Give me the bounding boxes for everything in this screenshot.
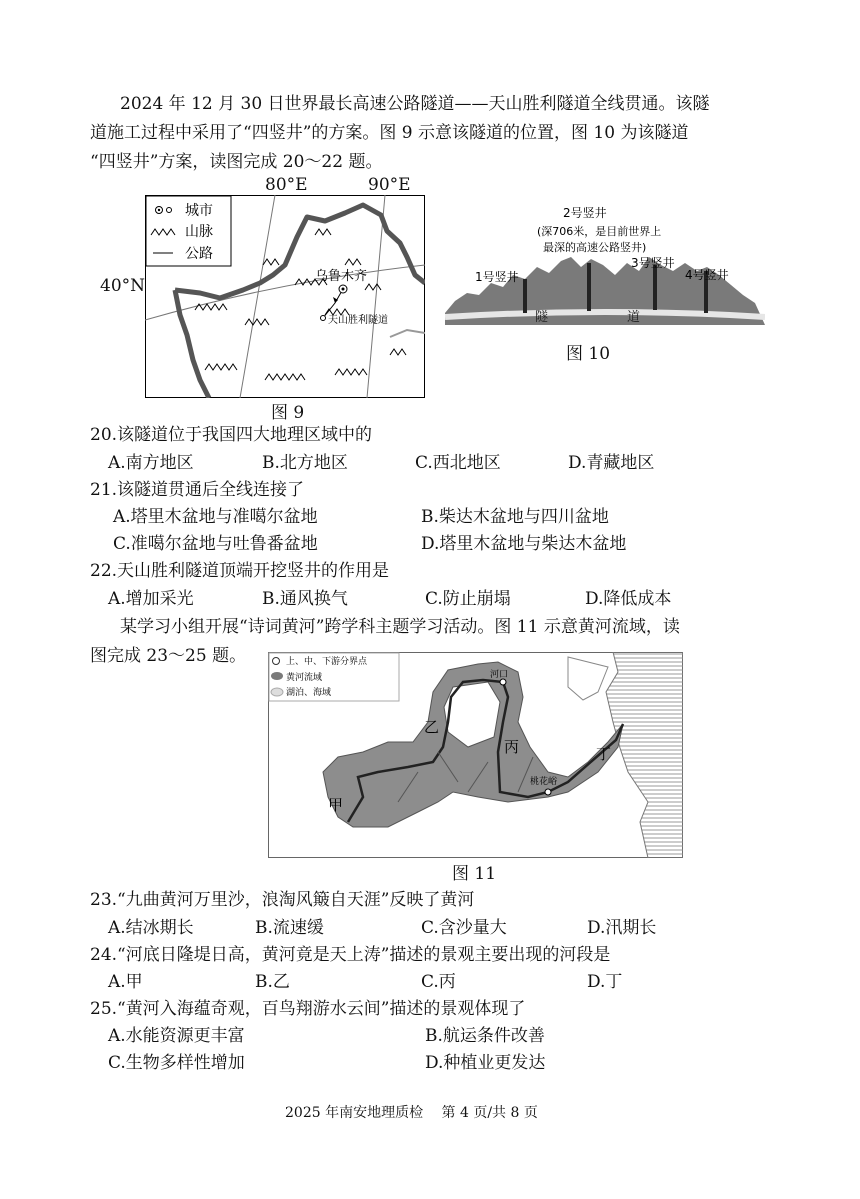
q20-option-c: C.西北地区 [415,453,501,473]
fig10-caption: 图 10 [566,344,611,364]
q22-option-c: C.防止崩塌 [425,589,511,609]
q22-option-b: B.通风换气 [262,589,348,609]
fig11-legend-2: 黄河流域 [286,673,323,683]
q20-option-b: B.北方地区 [262,453,348,473]
fig11-yellow-river-map [268,652,683,858]
legend-road-label: 公路 [185,246,213,262]
q21-option-c: C.准噶尔盆地与吐鲁番盆地 [113,534,318,554]
shaft-2 [587,263,591,311]
taohuayu-point [545,789,551,795]
shaft2-label-line3: 最深的高速公路竖井) [543,241,647,254]
intro1-line3: “四竖井”方案，读图完成 20～22 题。 [90,152,383,172]
tunnel-label-1: 隧 [535,310,549,325]
shaft4-label: 4号竖井 [685,268,729,282]
section-yi-label: 乙 [424,718,440,736]
intro2-line2: 图完成 23～25 题。 [90,646,247,666]
q25-option-a: A.水能资源更丰富 [108,1026,245,1046]
q22-option-d: D.降低成本 [585,589,672,609]
q25-option-b: B.航运条件改善 [425,1026,545,1046]
q24-option-a: A.甲 [108,972,143,992]
q23-option-b: B.流速缓 [255,918,324,938]
fig9-lon-80: 80°E [265,175,308,195]
tunnel-label: 天山胜利隧道 [328,315,388,326]
fig9-lat-40: 40°N [100,276,146,296]
q24-stem: 24.“河底日隆堤日高，黄河竟是天上涛”描述的景观主要出现的河段是 [90,945,611,965]
section-ding-label: 丁 [596,745,612,763]
q21-option-a: A.塔里木盆地与准噶尔盆地 [113,507,318,527]
urumqi-label: 乌鲁木齐 [315,269,368,284]
shaft3-label: 3号竖井 [631,256,675,270]
q24-option-d: D.丁 [587,972,623,992]
fig11-caption: 图 11 [452,864,497,884]
q20-stem: 20.该隧道位于我国四大地理区域中的 [90,425,373,445]
q23-stem: 23.“九曲黄河万里沙，浪淘风簸自天涯”反映了黄河 [90,890,475,910]
q24-option-c: C.丙 [421,972,456,992]
q25-option-c: C.生物多样性增加 [108,1053,245,1073]
fig10-cross-section [445,205,765,335]
fig9-lon-90: 90°E [368,175,411,195]
intro1-line1: 2024 年 12 月 30 日世界最长高速公路隧道——天山胜利隧道全线贯通。该隧 [120,94,710,114]
shaft-3 [653,265,657,310]
q22-option-a: A.增加采光 [108,589,194,609]
tunnel-marker [321,316,326,321]
section-bing-label: 丙 [504,738,520,756]
q23-option-d: D.汛期长 [587,918,657,938]
q21-stem: 21.该隧道贯通后全线连接了 [90,480,305,500]
q20-option-d: D.青藏地区 [568,453,655,473]
q24-option-b: B.乙 [255,972,290,992]
shaft1-label: 1号竖井 [475,270,519,284]
intro2-line1: 某学习小组开展“诗词黄河”跨学科主题学习活动。图 11 示意黄河流域，读 [120,617,680,637]
intro1-line2: 道施工过程中采用了“四竖井”的方案。图 9 示意该隧道的位置，图 10 为该隧道 [90,123,689,143]
q23-option-a: A.结冰期长 [108,918,194,938]
q22-stem: 22.天山胜利隧道顶端开挖竖井的作用是 [90,561,390,581]
fig11-legend-1: 上、中、下游分界点 [286,657,368,667]
legend-city-label: 城市 [185,203,213,219]
q21-option-d: D.塔里木盆地与柴达木盆地 [421,534,627,554]
shaft2-label-line1: 2号竖井 [563,206,607,220]
hekou-label: 河口 [490,670,509,680]
fig9-caption: 图 9 [271,403,305,423]
legend-mountain-label: 山脉 [185,224,213,240]
fig9-map [145,195,425,398]
q20-option-a: A.南方地区 [108,453,194,473]
shaft2-label-line2: (深706米，是目前世界上 [537,225,662,238]
fig11-legend-3: 湖泊、海域 [286,688,332,698]
q23-option-c: C.含沙量大 [421,918,507,938]
shaft-1 [523,279,527,313]
q25-option-d: D.种植业更发达 [425,1053,546,1073]
q25-stem: 25.“黄河入海蕴奇观，百鸟翔游水云间”描述的景观体现了 [90,999,526,1019]
q21-option-b: B.柴达木盆地与四川盆地 [421,507,609,527]
tunnel-label-2: 道 [627,310,641,325]
page-footer: 2025 年南安地理质检 第 4 页/共 8 页 [285,1105,538,1121]
taohuayu-label: 桃花峪 [530,777,558,787]
section-jia-label: 甲 [328,796,344,814]
